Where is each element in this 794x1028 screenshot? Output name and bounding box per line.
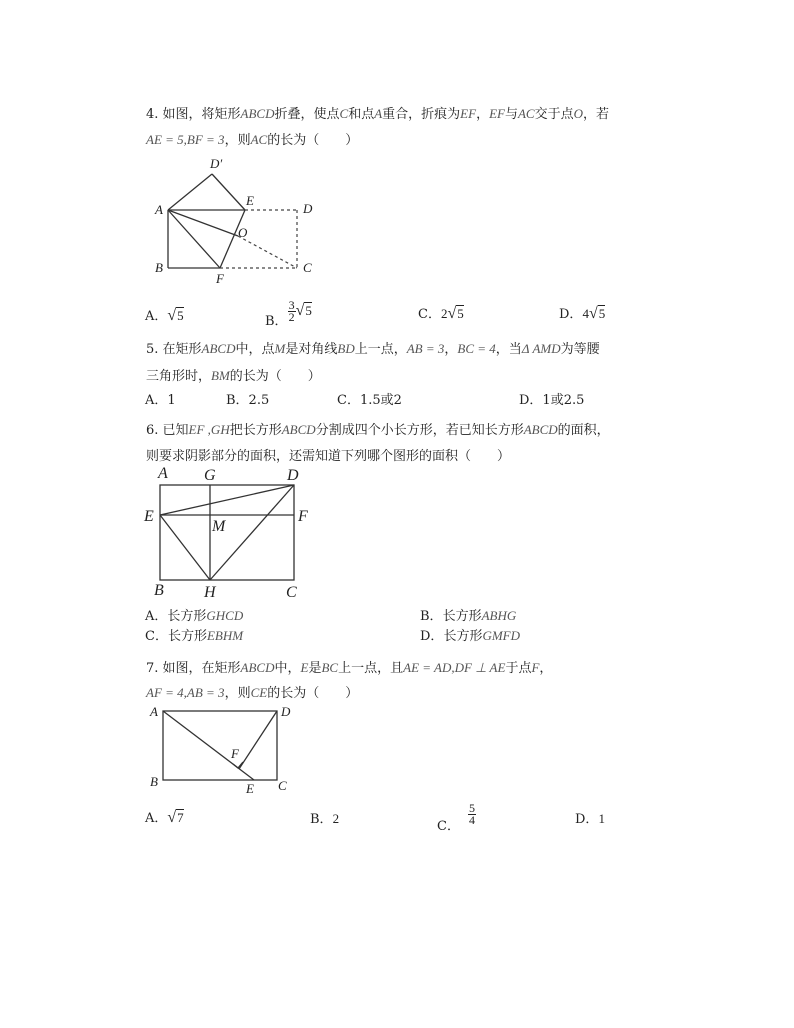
rect-ABCD [163, 711, 277, 780]
option-letter: A． [145, 811, 168, 826]
q5-math: M [274, 341, 286, 356]
label-H: H [204, 584, 216, 601]
q7-math: E [300, 660, 309, 675]
q5-text: 上一点， [354, 342, 407, 357]
diag-AO [168, 210, 238, 236]
q4-math: O [573, 106, 584, 121]
option-letter: D． [559, 307, 583, 322]
q5-math: ABCD [201, 341, 236, 356]
denominator: 4 [468, 813, 475, 827]
numerator: 5 [468, 801, 475, 815]
label-D: D [303, 201, 313, 216]
option-math: EBHM [206, 628, 244, 643]
sqrt-expression: √5 [447, 305, 464, 322]
q6-option-a[interactable] [145, 608, 243, 625]
q4-text: ，若 [583, 107, 610, 122]
q5-text: 中，点 [235, 342, 275, 357]
option-letter: C． [418, 307, 441, 322]
option-letter: C． [145, 629, 168, 644]
q7-option-c[interactable] [437, 803, 476, 835]
q7-math: ABCD [240, 660, 275, 675]
q5-text: 为等腰 [560, 342, 600, 357]
label-F: F [216, 271, 224, 286]
q6-figure [140, 463, 320, 601]
q7-text: 7. 如图，在矩形 [146, 661, 241, 676]
q6-option-c[interactable] [145, 628, 243, 645]
label-B: B [155, 260, 163, 275]
radicand: 7 [177, 810, 184, 825]
q5-line2 [146, 368, 321, 385]
coefficient: 4 [582, 306, 589, 321]
q5-option-d[interactable]: D．1或2.5 [519, 393, 585, 408]
option-math: GHCD [206, 608, 244, 623]
option-letter: D． [420, 629, 444, 644]
q7-text: 中， [274, 661, 301, 676]
rect-ABCD [160, 485, 294, 580]
q7-option-d[interactable] [575, 811, 605, 828]
q7-line1 [146, 660, 552, 677]
q7-text: 于点 [505, 661, 532, 676]
q6-math: EF ,GH [188, 422, 230, 437]
q5-option-b[interactable]: B．2.5 [226, 393, 270, 408]
coefficient: 2 [440, 306, 448, 321]
q7-text: 的长为（ ） [267, 686, 359, 701]
label-D-prime: D′ [210, 156, 223, 171]
option-math: ABHG [481, 608, 517, 623]
q6-math: ABCD [523, 422, 558, 437]
q7-text: ， [539, 661, 553, 676]
label-B: B [150, 774, 158, 789]
q7-math: AE = AD,DF ⊥ AE [403, 660, 506, 675]
q5-text: 三角形时， [146, 369, 212, 384]
label-F: F [231, 746, 239, 761]
numerator: 3 [288, 298, 295, 312]
q6-text: 分割成四个小长方形，若已知长方形 [315, 423, 524, 438]
label-D: D [281, 704, 291, 719]
sqrt-expression: √5 [167, 307, 184, 324]
label-E: E [144, 508, 154, 525]
q7-text: ，则 [224, 686, 251, 701]
q6-text: 6. 已知 [146, 423, 189, 438]
option-letter: A． [145, 309, 168, 324]
fraction [468, 803, 476, 826]
label-C: C [286, 584, 297, 601]
q5-text: 是对角线 [285, 342, 338, 357]
q4-text: 与 [504, 107, 518, 122]
radicand: 5 [305, 303, 312, 318]
denominator: 2 [288, 310, 295, 324]
label-A: A [158, 465, 168, 482]
line-ED [160, 485, 294, 515]
q6-line1 [146, 422, 610, 439]
sqrt-expression: √5 [588, 305, 606, 322]
label-C: C [303, 260, 312, 275]
option-letter: B． [310, 812, 333, 827]
option-text: 长方形 [442, 609, 482, 624]
option-letter: A． [145, 609, 168, 624]
q4-text: 的长为（ ） [267, 133, 359, 148]
q4-line1 [146, 106, 609, 123]
option-text: 长方形 [167, 609, 207, 624]
q6-text: 的面积， [557, 423, 610, 438]
option-text: 长方形 [443, 629, 483, 644]
q4-option-d[interactable] [559, 306, 605, 323]
option-value: 1 [598, 811, 605, 826]
q4-math: EF [489, 106, 505, 121]
q5-math: BD [337, 341, 355, 356]
q4-math: C [339, 106, 349, 121]
q7-math: BC [321, 660, 339, 675]
q4-math: A [374, 106, 383, 121]
label-E: E [246, 193, 254, 208]
q4-math: EF [460, 106, 477, 121]
q4-text: ， [476, 107, 490, 122]
label-O: O [238, 225, 248, 240]
label-B: B [154, 582, 164, 599]
option-letter: C． [437, 819, 460, 834]
q4-text: 折叠，使点 [274, 107, 340, 122]
q7-math: CE [250, 685, 268, 700]
dashed-OC [238, 236, 297, 268]
q7-option-a[interactable] [145, 810, 184, 827]
q6-text: 把长方形 [229, 423, 282, 438]
label-E: E [246, 781, 254, 796]
fraction [288, 300, 296, 323]
radicand: 5 [457, 306, 464, 321]
q6-math: ABCD [281, 422, 316, 437]
q4-text: 交于点 [534, 107, 574, 122]
q4-line2 [146, 132, 358, 149]
q4-math: AC [517, 106, 535, 121]
q4-option-a[interactable] [145, 308, 184, 325]
q4-option-b[interactable] [265, 300, 312, 330]
radicand: 5 [177, 308, 184, 323]
sqrt-expression: √7 [167, 809, 184, 826]
option-math: GMFD [482, 628, 520, 643]
q4-text: 4. 如图，将矩形 [146, 107, 241, 122]
edge-D-prime-E [212, 174, 245, 210]
q4-math: AE = 5,BF = 3 [146, 132, 225, 147]
q4-figure [150, 152, 330, 287]
q6-option-d[interactable] [420, 628, 520, 645]
q7-math: F [531, 660, 540, 675]
q7-option-b[interactable] [310, 811, 339, 828]
option-letter: D． [575, 812, 599, 827]
q5-text: ， [444, 342, 458, 357]
q6-option-b[interactable] [420, 608, 516, 625]
option-text: 长方形 [167, 629, 207, 644]
option-letter: B． [265, 314, 288, 329]
q5-math: BC = 4 [457, 341, 496, 356]
q5-text: 5. 在矩形 [146, 342, 202, 357]
q7-text: 是 [308, 661, 322, 676]
line-DF [239, 711, 277, 769]
q5-math: Δ AMD [521, 341, 561, 356]
q5-option-a[interactable]: A．1 [145, 393, 176, 408]
label-D: D [287, 467, 299, 484]
q5-text: ，当 [495, 342, 522, 357]
label-G: G [204, 467, 216, 484]
q7-math: AF = 4,AB = 3 [146, 685, 225, 700]
edge-AF [168, 210, 220, 268]
q6-text: 则要求阴影部分的面积，还需知道下列哪个图形的面积（ ） [146, 449, 511, 464]
q5-text: 的长为（ ） [229, 369, 321, 384]
q5-line1 [146, 341, 600, 358]
label-C: C [278, 778, 287, 793]
option-letter: B． [420, 609, 443, 624]
q5-math: BM [211, 368, 230, 383]
label-A: A [150, 704, 158, 719]
label-A: A [155, 202, 163, 217]
q4-text: ，则 [224, 133, 251, 148]
line-EH [160, 515, 210, 580]
sqrt-expression: √5 [295, 302, 312, 319]
radicand: 5 [598, 306, 606, 321]
q4-math: ABCD [240, 106, 275, 121]
q7-figure [140, 700, 310, 800]
q4-math: AC [250, 132, 268, 147]
line-AE [163, 711, 254, 780]
q7-text: 上一点，且 [338, 661, 404, 676]
q4-text: 重合，折痕为 [382, 107, 461, 122]
label-F: F [298, 508, 308, 525]
q5-math: AB = 3 [406, 341, 445, 356]
option-value: 2 [332, 811, 340, 826]
q5-option-c[interactable]: C．1.5或2 [337, 393, 402, 408]
edge-AD-prime [168, 174, 212, 210]
q4-option-c[interactable] [418, 306, 464, 323]
q4-text: 和点 [348, 107, 375, 122]
label-M: M [212, 518, 226, 535]
